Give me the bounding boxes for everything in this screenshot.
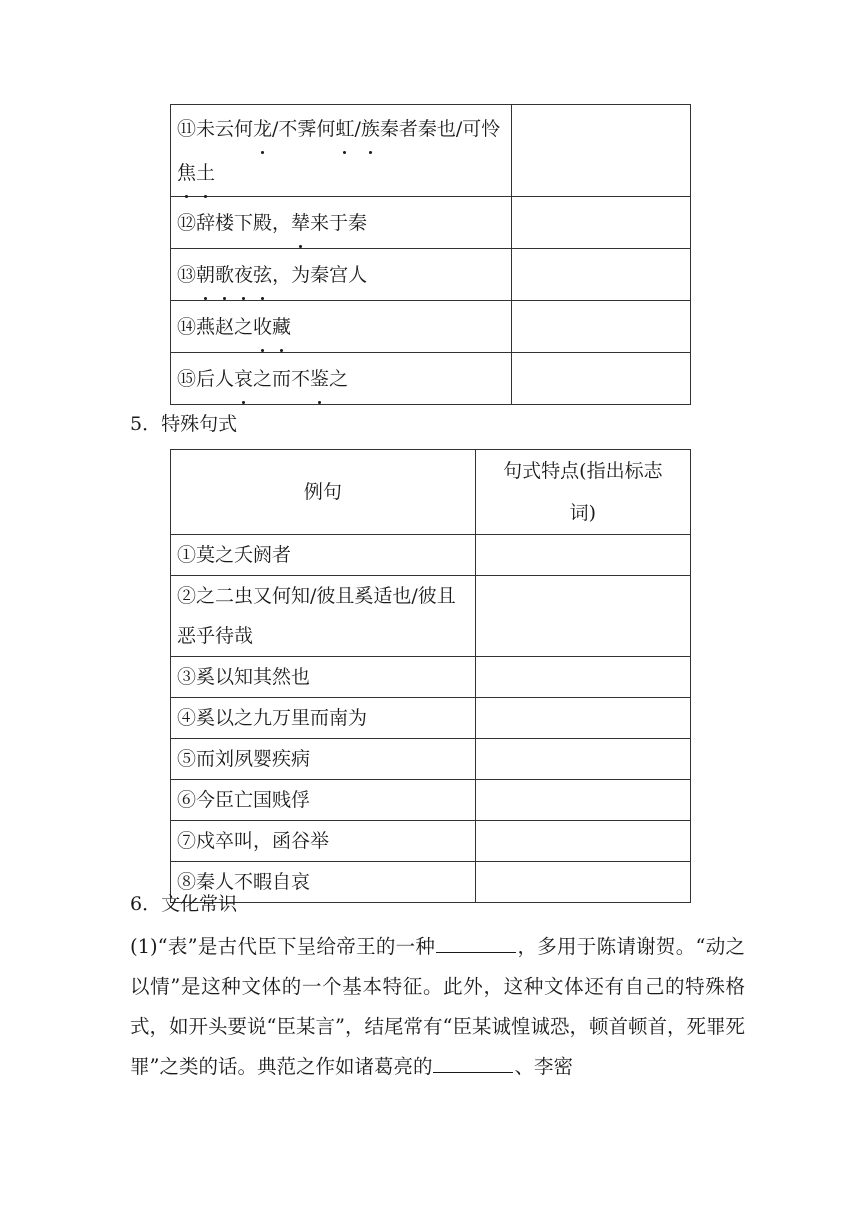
example-cell	[171, 353, 512, 405]
example-text: 之	[329, 367, 349, 390]
emphasized-char: 土	[196, 151, 215, 195]
emphasized-char: 收	[253, 305, 272, 349]
example-cell	[171, 249, 512, 301]
answer-cell[interactable]	[475, 657, 690, 698]
table-row	[171, 535, 691, 576]
example-text: /	[354, 117, 361, 140]
emphasized-char: 辇	[291, 201, 310, 245]
table-row	[171, 698, 691, 739]
example-cell: ⑥今臣亡国贱俘	[171, 780, 476, 821]
example-cell: ⑦戍卒叫，函谷举	[171, 821, 476, 862]
example-cell: ①莫之夭阏者	[171, 535, 476, 576]
paragraph-text-c: 、李密	[514, 1055, 573, 1078]
example-text: /不霁何	[272, 117, 336, 140]
answer-cell[interactable]	[475, 739, 690, 780]
example-text: ⑪未云何	[177, 117, 254, 140]
header-feature-line2: 词)	[569, 502, 597, 524]
answer-cell[interactable]	[475, 821, 690, 862]
paragraph-text-a: (1)“表”是古代臣下呈给帝王的一种	[130, 935, 436, 958]
emphasized-char: 虹	[335, 107, 354, 151]
emphasized-char: 龙	[253, 107, 272, 151]
example-text: 来于秦	[310, 211, 368, 234]
emphasized-char: 朝	[196, 253, 215, 297]
answer-cell[interactable]	[512, 249, 691, 301]
example-text: ⑬	[177, 263, 197, 286]
culture-paragraph	[130, 927, 745, 1087]
example-text: ⑭燕赵之	[177, 315, 254, 338]
special-sentence-table	[170, 449, 691, 903]
example-cell: ④奚以之九万里而南为	[171, 698, 476, 739]
emphasized-char: 焦	[177, 151, 196, 195]
example-cell: ②之二虫又何知/彼且奚适也/彼且恶乎待哉	[171, 576, 476, 657]
table-row	[171, 576, 691, 657]
table-row	[171, 353, 691, 405]
answer-cell[interactable]	[475, 698, 690, 739]
header-feature	[475, 450, 690, 535]
emphasized-char: 鉴	[310, 357, 329, 401]
example-cell: ⑤而刘夙婴疾病	[171, 739, 476, 780]
table-row	[171, 821, 691, 862]
table-row	[171, 197, 691, 249]
word-meaning-table	[170, 104, 691, 405]
example-cell	[171, 301, 512, 353]
table-row	[171, 739, 691, 780]
emphasized-char: 歌	[215, 253, 234, 297]
emphasized-char: 夜	[234, 253, 253, 297]
table-row	[171, 301, 691, 353]
example-cell	[171, 197, 512, 249]
table-row	[171, 862, 691, 903]
answer-cell[interactable]	[475, 535, 690, 576]
example-text: 秦者秦也/	[379, 117, 463, 140]
emphasized-char: 族	[361, 107, 380, 151]
example-text: ⑮后人	[177, 367, 235, 390]
table-row	[171, 657, 691, 698]
answer-cell[interactable]	[512, 197, 691, 249]
table-row	[171, 780, 691, 821]
example-text: ，为秦宫人	[272, 263, 368, 286]
answer-cell[interactable]	[512, 353, 691, 405]
section-heading-6: 6．文化常识	[130, 893, 238, 915]
example-cell: ③奚以知其然也	[171, 657, 476, 698]
paragraph-text-b: ，多用于陈请谢贺。“动之以情”是这种文体的一个基本特征。此外，这种文体还有自己的特殊格式，如开头要说“臣某言”，结尾常有“臣某诚惶诚恐，顿首顿首，死罪死罪”之类的话。典范之作如诸葛亮的	[130, 935, 745, 1078]
emphasized-char: 藏	[272, 305, 291, 349]
answer-cell[interactable]	[512, 105, 691, 197]
table-header-row	[171, 450, 691, 535]
example-cell	[171, 105, 512, 197]
example-text: 可怜	[462, 117, 501, 140]
table-row	[171, 105, 691, 197]
fill-blank[interactable]	[436, 932, 516, 953]
emphasized-char: 弦	[253, 253, 272, 297]
answer-cell[interactable]	[475, 576, 690, 657]
header-feature-line1: 句式特点(指出标志	[503, 460, 663, 482]
answer-cell[interactable]	[475, 862, 690, 903]
answer-cell[interactable]	[512, 301, 691, 353]
example-text: ⑫辞楼下殿，	[177, 211, 292, 234]
section-heading-5: 5．特殊句式	[130, 413, 238, 435]
example-cell: ⑧秦人不暇自哀	[171, 862, 476, 903]
header-example: 例句	[171, 450, 476, 535]
example-text: 之而不	[253, 367, 311, 390]
table-row	[171, 249, 691, 301]
answer-cell[interactable]	[475, 780, 690, 821]
emphasized-char: 哀	[234, 357, 253, 401]
fill-blank[interactable]	[433, 1052, 513, 1073]
